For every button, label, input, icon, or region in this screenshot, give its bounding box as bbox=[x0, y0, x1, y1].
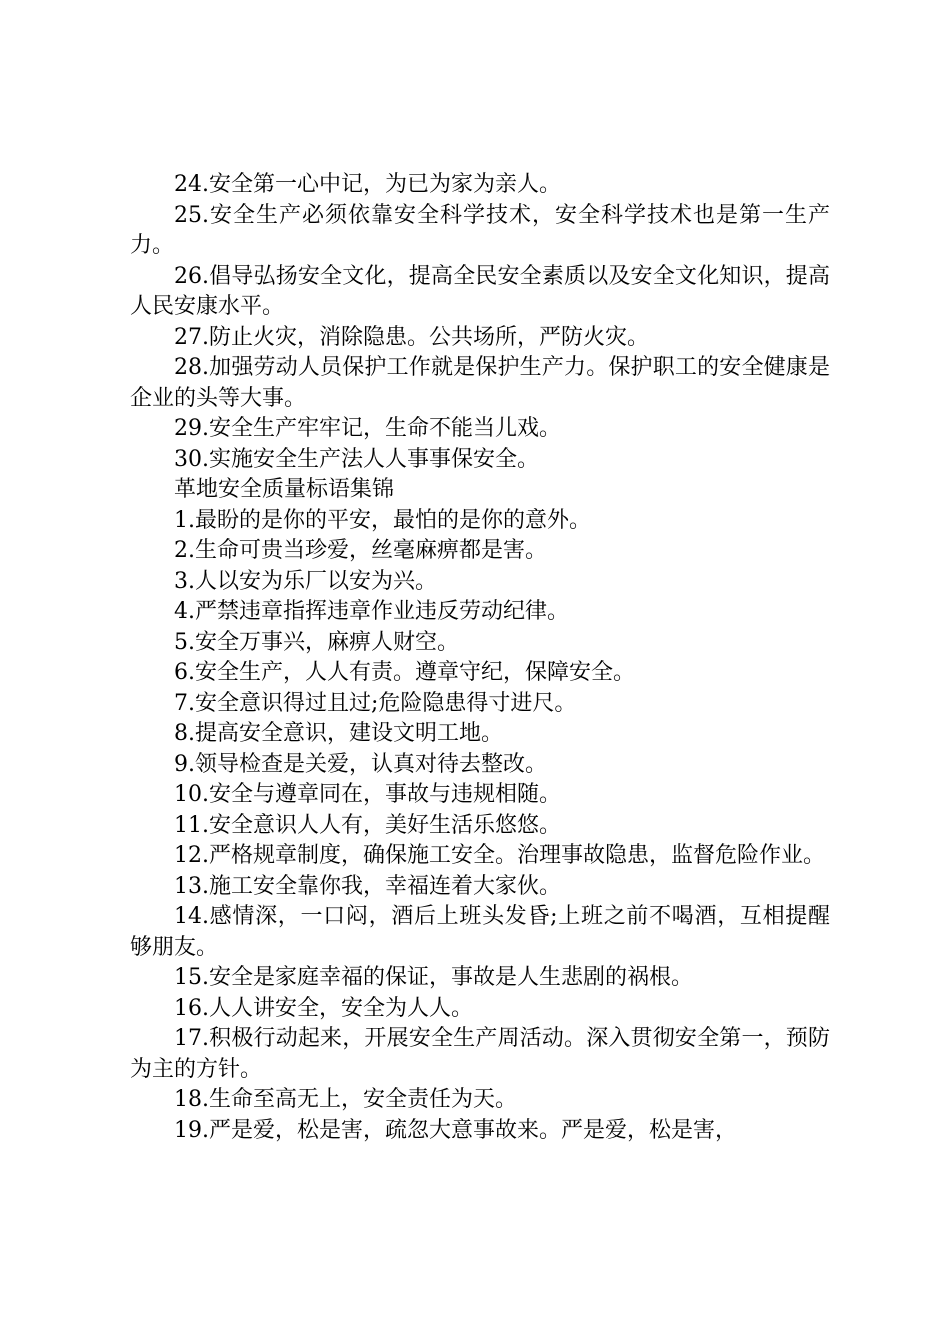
slogan-24: 24.安全第一心中记，为已为家为亲人。 bbox=[174, 172, 561, 197]
slogan-7: 7.安全意识得过且过;危险隐患得寸进尺。 bbox=[174, 690, 577, 716]
slogan-15: 15.安全是家庭幸福的保证，事故是人生悲剧的祸根。 bbox=[174, 965, 693, 990]
slogan-28: 28.加强劳动人员保护工作就是保护生产力。保护职工的安全健康是企业的头等大事。 bbox=[130, 355, 830, 411]
slogan-3: 3.人以安为乐厂以安为兴。 bbox=[174, 568, 437, 594]
slogan-30: 30.实施安全生产法人人事事保安全。 bbox=[174, 446, 539, 472]
slogan-16: 16.人人讲安全，安全为人人。 bbox=[174, 995, 473, 1021]
slogan-29: 29.安全生产牢牢记，生命不能当儿戏。 bbox=[174, 416, 561, 441]
slogan-18: 18.生命至高无上，安全责任为天。 bbox=[174, 1087, 517, 1112]
slogan-13: 13.施工安全靠你我，幸福连着大家伙。 bbox=[174, 873, 561, 899]
slogan-6: 6.安全生产，人人有责。遵章守纪，保障安全。 bbox=[174, 660, 635, 685]
slogan-14: 14.感情深，一口闷，酒后上班头发昏;上班之前不喝酒，互相提醒够朋友。 bbox=[130, 904, 830, 960]
slogan-8: 8.提高安全意识，建设文明工地。 bbox=[174, 721, 503, 746]
slogan-25: 25.安全生产必须依靠安全科学技术，安全科学技术也是第一生产力。 bbox=[130, 202, 830, 258]
section-heading: 革地安全质量标语集锦 bbox=[174, 477, 395, 502]
document-body bbox=[130, 170, 830, 1146]
slogan-12: 12.严格规章制度，确保施工安全。治理事故隐患，监督危险作业。 bbox=[174, 843, 825, 868]
slogan-11: 11.安全意识人人有，美好生活乐悠悠。 bbox=[174, 812, 561, 838]
slogan-5: 5.安全万事兴，麻痹人财空。 bbox=[174, 629, 459, 655]
slogan-9: 9.领导检查是关爱，认真对待去整改。 bbox=[174, 751, 547, 777]
slogan-26: 26.倡导弘扬安全文化，提高全民安全素质以及安全文化知识，提高人民安康水平。 bbox=[130, 263, 830, 319]
slogan-27: 27.防止火灾，消除隐患。公共场所，严防火灾。 bbox=[174, 324, 649, 350]
slogan-19: 19.严是爱，松是害，疏忽大意事故来。严是爱，松是害， bbox=[174, 1117, 737, 1143]
slogan-4: 4.严禁违章指挥违章作业违反劳动纪律。 bbox=[174, 599, 569, 624]
slogan-2: 2.生命可贵当珍爱，丝毫麻痹都是害。 bbox=[174, 538, 547, 563]
slogan-17: 17.积极行动起来，开展安全生产周活动。深入贯彻安全第一，预防为主的方针。 bbox=[130, 1026, 830, 1082]
slogan-10: 10.安全与遵章同在，事故与违规相随。 bbox=[174, 782, 561, 807]
slogan-1: 1.最盼的是你的平安，最怕的是你的意外。 bbox=[174, 507, 591, 533]
